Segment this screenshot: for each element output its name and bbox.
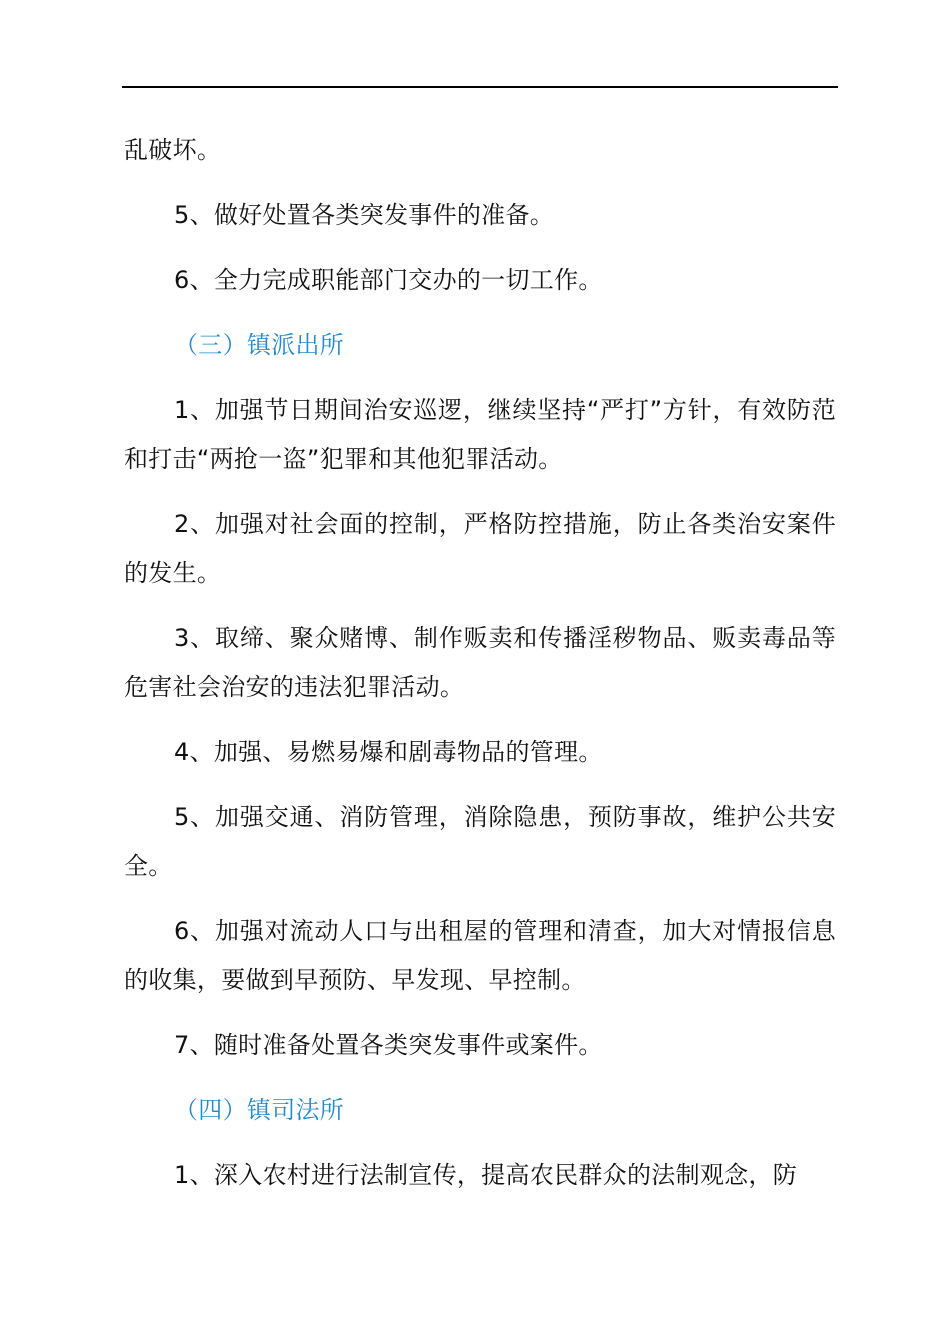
paragraph-police-item-5: 5、加强交通、消防管理，消除隐患，预防事故，维护公共安全。 [124,803,836,880]
paragraph-continuation: 乱破坏。 [124,136,222,164]
paragraph-police-item-1: 1、加强节日期间治安巡逻，继续坚持“严打”方针，有效防范和打击“两抢一盗”犯罪和其他犯罪活动。 [124,396,836,473]
paragraph-police-item-2: 2、加强对社会面的控制，严格防控措施，防止各类治安案件的发生。 [124,510,836,587]
paragraph-police-item-4: 4、加强、易燃易爆和剧毒物品的管理。 [174,738,603,766]
document-body [124,126,836,1216]
paragraph-judicial-item-1: 1、深入农村进行法制宣传，提高农民群众的法制观念，防 [174,1161,798,1189]
paragraph-item-5-prepare: 5、做好处置各类突发事件的准备。 [174,201,555,229]
section-heading-judicial-office: （四）镇司法所 [174,1096,345,1124]
header-rule [122,86,838,88]
paragraph-item-6-complete: 6、全力完成职能部门交办的一切工作。 [174,266,603,294]
paragraph-police-item-3: 3、取缔、聚众赌博、制作贩卖和传播淫秽物品、贩卖毒品等危害社会治安的违法犯罪活动。 [124,624,836,701]
paragraph-police-item-6: 6、加强对流动人口与出租屋的管理和清查，加大对情报信息的收集，要做到早预防、早发现、早控制。 [124,917,836,994]
section-heading-police-station: （三）镇派出所 [174,331,345,359]
paragraph-police-item-7: 7、随时准备处置各类突发事件或案件。 [174,1031,603,1059]
